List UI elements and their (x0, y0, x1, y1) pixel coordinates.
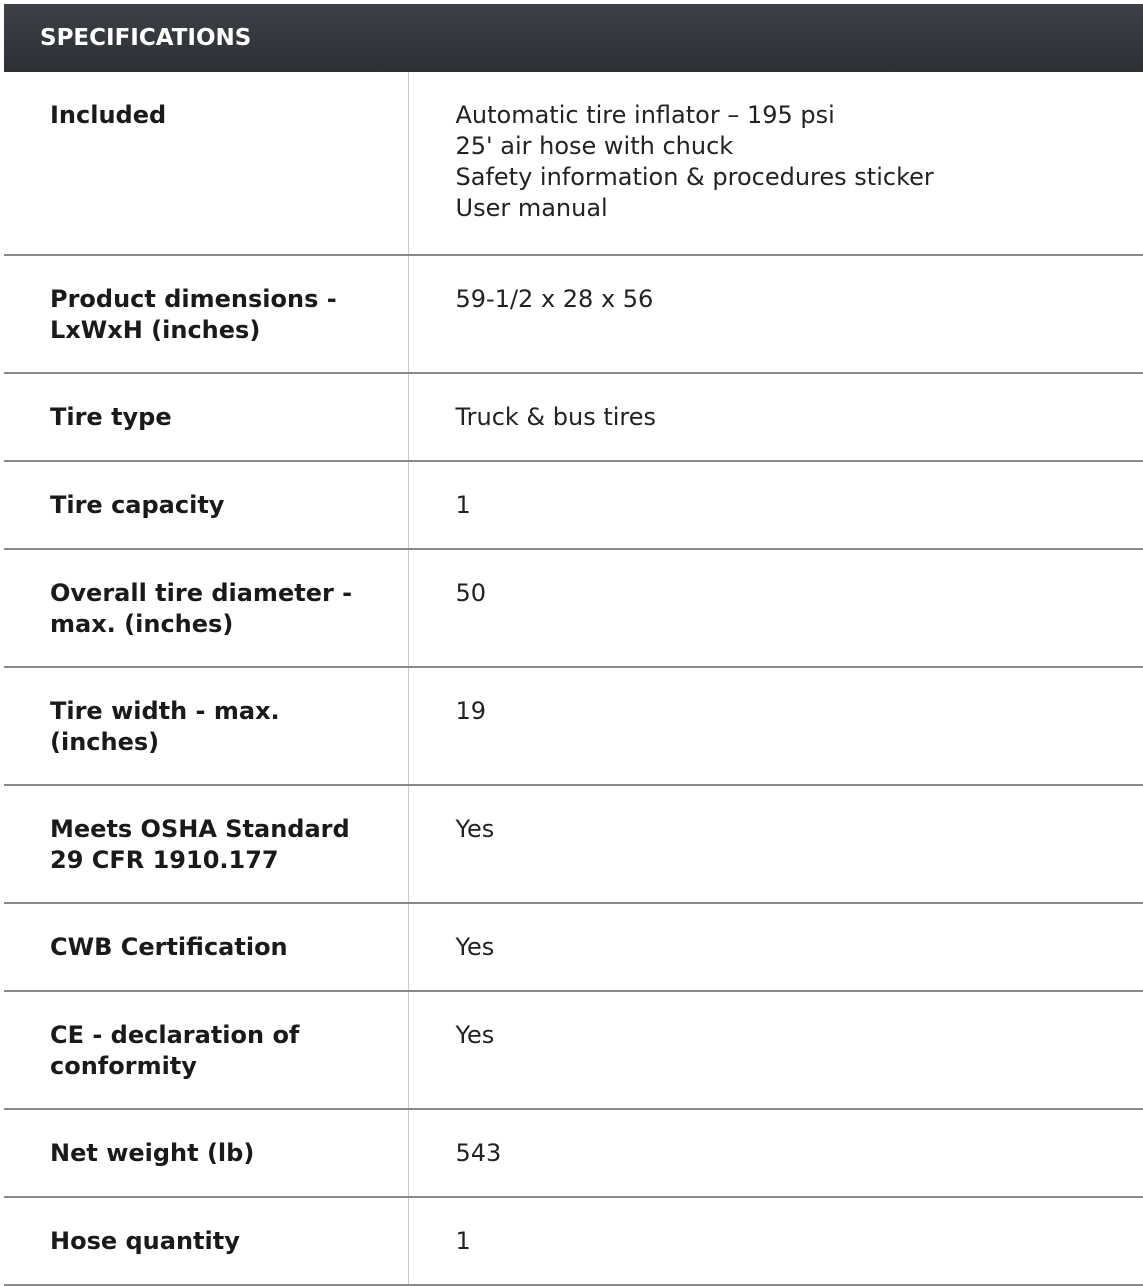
spec-value-line: Safety information & procedures sticker (455, 163, 934, 191)
spec-value (408, 255, 1143, 373)
spec-value (408, 903, 1143, 991)
spec-value (408, 1109, 1143, 1197)
spec-value-line: Truck & bus tires (455, 403, 657, 431)
spec-value-line: 50 (455, 579, 487, 607)
specifications-panel (4, 4, 1143, 1280)
spec-label: Included (4, 72, 408, 255)
spec-row-tire-width (4, 667, 1143, 785)
specifications-table (4, 72, 1143, 1286)
spec-row-tire-capacity (4, 461, 1143, 549)
spec-value-line: 19 (455, 697, 487, 725)
spec-value (408, 461, 1143, 549)
spec-row-overall-tire-diameter (4, 549, 1143, 667)
spec-row-included (4, 72, 1143, 255)
spec-label: Tire width - max. (inches) (4, 667, 408, 785)
spec-label: Tire type (4, 373, 408, 461)
spec-label: Overall tire diameter - max. (inches) (4, 549, 408, 667)
spec-row-ce-declaration (4, 991, 1143, 1109)
spec-value-line: Yes (455, 815, 495, 843)
spec-label: Tire capacity (4, 461, 408, 549)
spec-value-line: Automatic tire inflator – 195 psi (455, 101, 835, 129)
spec-value-line: 1 (455, 491, 471, 519)
spec-row-product-dimensions (4, 255, 1143, 373)
spec-value-line: Yes (455, 1021, 495, 1049)
spec-value-line: Yes (455, 933, 495, 961)
spec-label: Meets OSHA Standard 29 CFR 1910.177 (4, 785, 408, 903)
spec-row-tire-type (4, 373, 1143, 461)
spec-value (408, 785, 1143, 903)
spec-row-cwb-certification (4, 903, 1143, 991)
spec-value-line: 1 (455, 1227, 471, 1255)
spec-value (408, 549, 1143, 667)
spec-value-line: 25' air hose with chuck (455, 132, 734, 160)
spec-label: CWB Certification (4, 903, 408, 991)
spec-row-net-weight (4, 1109, 1143, 1197)
spec-value-line: 543 (455, 1139, 502, 1167)
spec-label: Product dimensions - LxWxH (inches) (4, 255, 408, 373)
specifications-title: SPECIFICATIONS (40, 25, 252, 51)
spec-value-line: User manual (455, 194, 608, 222)
specifications-header (4, 4, 1143, 72)
spec-value-line: 59-1/2 x 28 x 56 (455, 285, 654, 313)
spec-label: Hose quantity (4, 1197, 408, 1285)
spec-value (408, 72, 1143, 255)
spec-value (408, 1197, 1143, 1285)
spec-row-osha-standard (4, 785, 1143, 903)
spec-value (408, 991, 1143, 1109)
spec-value (408, 373, 1143, 461)
spec-label: Net weight (lb) (4, 1109, 408, 1197)
spec-value (408, 667, 1143, 785)
spec-label: CE - declaration of conformity (4, 991, 408, 1109)
spec-row-hose-quantity (4, 1197, 1143, 1285)
